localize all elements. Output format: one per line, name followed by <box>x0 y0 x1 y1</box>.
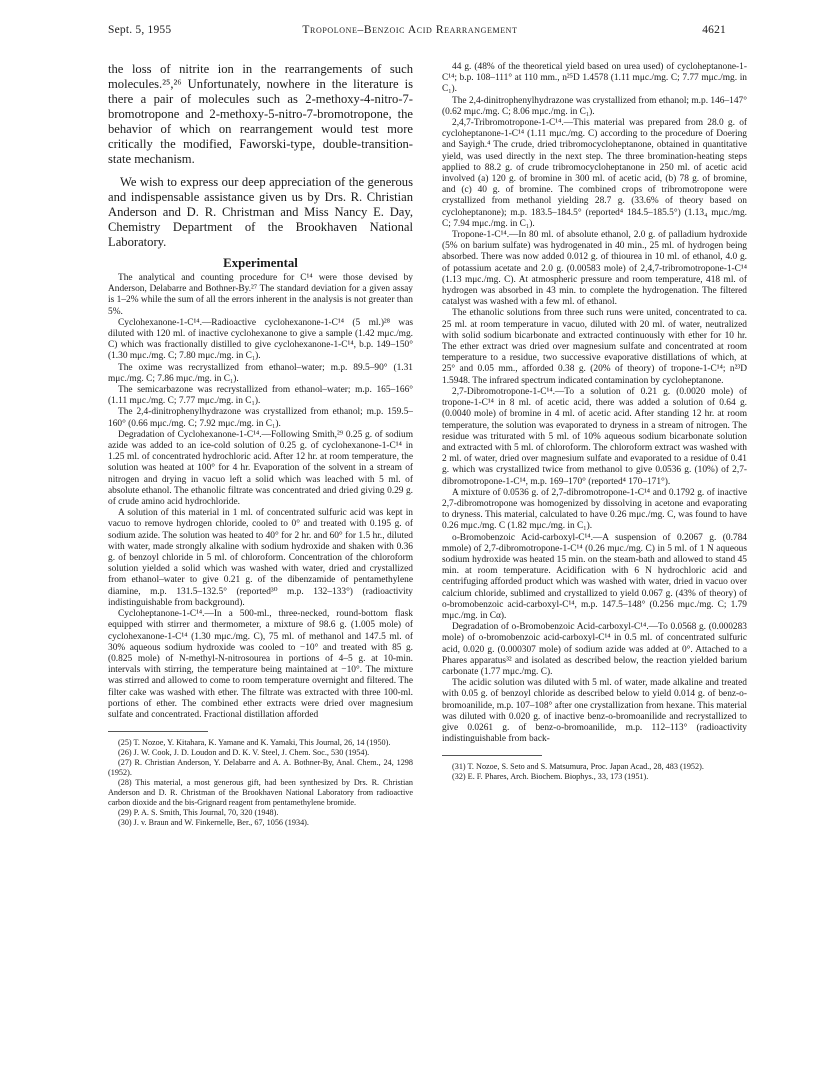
experimental-paragraph: 2,7-Dibromotropone-1-C¹⁴.—To a solution of 0.21 g. (0.0020 mole) of tropone-1-C¹⁴ in 8 ml. of acetic acid, there was added a solution of 0.64 g. (0.0040 mole) of bromine in 4 ml. of acetic acid. After standing 12 hr. at room temperature, the solution was evaporated to dryness in a stream of nitrogen. The residue was triturated with 5 ml. of 10% aqueous sodium bicarbonate solution and extracted with 5 ml. of chloroform. The chloroform extract was washed with 2 ml. of water, dried over magnesium sulfate and evaporated to a residue of 0.41 g. which was crystallized twice from methanol to give 0.0536 g. (10%) of 2,7-dibromotropone-1-C¹⁴, m.p. 169–170° (reported⁴ 170–171°). <box>442 386 747 487</box>
experimental-paragraph: A mixture of 0.0536 g. of 2,7-dibromotropone-1-C¹⁴ and 0.1792 g. of inactive 2,7-dibromotropone was homogenized by dissolving in acetone and evaporating to dryness. This material, calculated to have 0.26 mμc./mg. C, was found to have 0.26 mμc./mg. C (1.82 mμc./mg. in C₁). <box>442 487 747 532</box>
footnote: (27) R. Christian Anderson, Y. Delabarre and A. A. Bothner-By, Anal. Chem., 24, 1298 (1952). <box>108 758 413 778</box>
experimental-paragraph: Tropone-1-C¹⁴.—In 80 ml. of absolute ethanol, 2.0 g. of palladium hydroxide (5% on barium sulfate) was hydrogenated in 40 min., 25 ml. of hydrogen being absorbed. There was now added 0.012 g. of thiourea in 10 ml. of ethanol, 4.0 g. of potassium acetate and 2.0 g. (0.00583 mole) of 2,4,7-tribromotropone-1-C¹⁴ (1.13 mμc./mg. C). At atmospheric pressure and room temperature, 418 ml. of hydrogen was absorbed in 43 min. to complete the hydrogenation. The filtered catalyst was washed with a few ml. of ethanol. <box>442 230 747 308</box>
paragraph: the loss of nitrite ion in the rearrangements of such molecules.²⁵,²⁶ Unfortunately, nowhere in the literature is there a pair of molecules such as 2-methoxy-4-nitro-7-bromotropone and 2-methoxy-5-nitro-7-bromotropone, the behavior of which on rearrangement would test more critically the modified, Faworski-type, double-transition-state mechanism. <box>108 62 413 166</box>
experimental-paragraph: The semicarbazone was recrystallized from ethanol–water; m.p. 165–166° (1.11 mμc./mg. C; 7.77 mμc./mg. in C₁). <box>108 385 413 407</box>
experimental-paragraph: The ethanolic solutions from three such runs were united, concentrated to ca. 25 ml. at room temperature in vacuo, diluted with 20 ml. of water, neutralized with solid sodium bicarbonate and extracted continuously with ether for 10 hr. The ether extract was dried over magnesium sulfate and concentrated at room temperature to a residue, two successive evaporative distillations of which, at 25° and 0.05 mm., afforded 0.38 g. (20% of theory) of tropone-1-C¹⁴; n²³D 1.5948. The infrared spectrum indicated contamination by cycloheptanone. <box>442 308 747 386</box>
experimental-paragraph: The 2,4-dinitrophenylhydrazone was crystallized from ethanol; m.p. 146–147° (0.62 mμc./mg. C; 8.06 mμc./mg. in C₁). <box>442 95 747 117</box>
footnote: (30) J. v. Braun and W. Finkernelle, Ber., 67, 1056 (1934). <box>118 818 309 828</box>
left-column <box>108 62 413 828</box>
footnote: (29) P. A. S. Smith, This Journal, 70, 320 (1948). <box>118 808 279 818</box>
footnote: (28) This material, a most generous gift, had been synthesized by Drs. R. Christian Anderson and D. R. Christman of the Brookhaven National Laboratory from radioactive carbon dioxide and the bis-Grignard reagent from pentamethylene bromide. <box>108 778 413 808</box>
running-header-title: Tropolone–Benzoic Acid Rearrangement <box>302 24 518 36</box>
experimental-paragraph: o-Bromobenzoic Acid-carboxyl-C¹⁴.—A suspension of 0.2067 g. (0.784 mmole) of 2,7-dibromotropone-1-C¹⁴ (0.26 mμc./mg. C) in 5 ml. of 1 N aqueous sodium hydroxide was heated 15 min. on the steam-bath and allowed to stand 45 min. at room temperature. Acidification with 6 N hydrochloric acid and centrifuging afforded product which was washed with water, dried in vacuo over calcium chloride, sublimed and crystallized to yield 0.067 g. (43% of theory) of o-bromobenzoic acid-carboxyl-C¹⁴, m.p. 147.5–148° (0.256 mμc./mg. C; 1.79 mμc./mg. in Cα). <box>442 532 747 621</box>
right-column <box>442 62 747 782</box>
page-number: 4621 <box>702 24 726 36</box>
section-heading-experimental: Experimental <box>223 256 298 270</box>
experimental-paragraph: Cycloheptanone-1-C¹⁴.—In a 500-ml., three-necked, round-bottom flask equipped with stirrer and thermometer, a mixture of 98.6 g. (1.005 mole) of cyclohexanone-1-C¹⁴ (1.30 mμc./mg. C), 75 ml. of methanol and 147.5 ml. of 30% aqueous sodium hydroxide was cooled to −10° and treated with 85 g. (0.825 mole) of N-methyl-N-nitrosourea in portions of 4–5 g. at 10-min. intervals with stirring, the temperature being maintained at −10°. The mixture was stirred and allowed to come to room temperature overnight and filtered. The filter cake was washed with ether. The filtrate was extracted with three 100-ml. portions of ether. The combined ether extracts were dried over magnesium sulfate and concentrated. Fractional distillation afforded <box>108 609 413 720</box>
experimental-paragraph: 2,4,7-Tribromotropone-1-C¹⁴.—This material was prepared from 28.0 g. of cycloheptanone-1-C¹⁴ (1.11 mμc./mg. C) according to the procedure of Doering and Sayigh.⁴ The crude, dried tribromocycloheptanone, obtained in quantitative yield, was used directly in the next step. The three bromination-heating steps applied to 88.2 g. of crude tribromocycloheptanone in 250 ml. of acetic acid involved (a) 120 g. of bromine in 300 ml. of acetic acid, (b) 78 g. of bromine, and (c) 40 g. of bromine. The combined crops of tribromotropone were crystallized from methanol yielding 28.7 g. (33.6% of theory based on cycloheptanone); m.p. 183.5–184.5° (reported⁴ 184.5–185.5°) (1.13₄ mμc./mg. C; 7.94 mμc./mg. in C₁). <box>442 118 747 229</box>
experimental-paragraph: 44 g. (48% of the theoretical yield based on urea used) of cycloheptanone-1-C¹⁴; b.p. 108–111° at 110 mm., n²⁵D 1.4578 (1.11 mμc./mg. C; 7.77 mμc./mg. in C₁). <box>442 62 747 95</box>
experimental-paragraph: Degradation of o-Bromobenzoic Acid-carboxyl-C¹⁴.—To 0.0568 g. (0.000283 mole) of o-bromobenzoic acid-carboxyl-C¹⁴ in 0.5 ml. of concentrated sulfuric acid, 0.020 g. (0.000307 mole) of sodium azide was added at 0°. Attached to a Phares apparatus³² and isolated as described below, the reaction yielded barium carbonate (1.77 mμc./mg. C). <box>442 622 747 677</box>
running-header-date: Sept. 5, 1955 <box>108 24 172 36</box>
experimental-paragraph: Degradation of Cyclohexanone-1-C¹⁴.—Following Smith,²⁹ 0.25 g. of sodium azide was added to an ice-cold solution of 0.25 g. of cyclohexanone-1-C¹⁴ in 1.25 ml. of concentrated hydrochloric acid. After 12 hr. at room temperature, the solution was heated at 100° for 4 hr. Evaporation of the solvent in a stream of nitrogen and drying in vacuo left a solid which was leached with 5 ml. of absolute ethanol. The ethanolic filtrate was concentrated and dried giving 0.29 g. of crude amino acid hydrochloride. <box>108 429 413 508</box>
experimental-paragraph: The analytical and counting procedure for C¹⁴ were those devised by Anderson, Delabarre and Bothner-By.²⁷ The standard deviation for a given assay is 1–2% while the sum of all the errors inherent in the analysis is not greater than 5%. <box>108 273 413 317</box>
footnote: (25) T. Nozoe, Y. Kitahara, K. Yamane and K. Yamaki, This Journal, 26, 14 (1950). <box>118 738 391 748</box>
footnote-divider <box>108 731 208 732</box>
footnote: (32) E. F. Phares, Arch. Biochem. Biophys., 33, 173 (1951). <box>452 772 649 782</box>
experimental-paragraph: The oxime was recrystallized from ethanol–water; m.p. 89.5–90° (1.31 mμc./mg. C; 7.86 mμc./mg. in C₁). <box>108 362 413 384</box>
acknowledgment-paragraph: We wish to express our deep appreciation of the generous and indispensable assistance given us by Drs. R. Christian Anderson and D. R. Christman and Miss Nancy E. Day, Chemistry Department of the Brookhaven National Laboratory. <box>108 175 413 249</box>
experimental-paragraph: The 2,4-dinitrophenylhydrazone was crystallized from ethanol; m.p. 159.5–160° (0.66 mμc./mg. C; 7.92 mμc./mg. in C₁). <box>108 407 413 429</box>
experimental-paragraph: The acidic solution was diluted with 5 ml. of water, made alkaline and treated with 0.05 g. of benzoyl chloride as described below to yield 0.014 g. of benz-o-bromoanilide, m.p. 107–108° after one crystallization from hexane. This material was diluted with 0.020 g. of inactive benz-o-bromoanilide and recrystallized to give 0.0261 g. of benz-o-bromoanilide, m.p. 112–113° (radioactivity indistinguishable from back- <box>442 678 747 745</box>
experimental-paragraph: Cyclohexanone-1-C¹⁴.—Radioactive cyclohexanone-1-C¹⁴ (5 ml.)²⁸ was diluted with 120 ml. of inactive cyclohexanone to give a sample (1.42 mμc./mg. C) which was fractionally distilled to give cyclohexanone-1-C¹⁴, b.p. 149–150° (1.30 mμc./mg. C; 7.80 mμc./mg. in C₁). <box>108 317 413 362</box>
footnote-divider <box>442 755 542 756</box>
footnote: (26) J. W. Cook, J. D. Loudon and D. K. V. Steel, J. Chem. Soc., 530 (1954). <box>118 748 370 758</box>
experimental-paragraph: A solution of this material in 1 ml. of concentrated sulfuric acid was kept in vacuo to remove hydrogen chloride, cooled to 0° and treated with 0.195 g. of sodium azide. The solution was heated to 40° for 2 hr. and 60° for 1.5 hr., diluted with water, made strongly alkaline with sodium hydroxide and shaken with 0.36 g. of benzoyl chloride in 5 ml. of chloroform. Concentration of the chloroform solution yielded a solid which was washed with water, dried and crystallized from ethanol–water to give 0.21 g. of the dibenzamide of pentamethylene diamine, m.p. 131.5–132.5° (reported³⁰ m.p. 132–133°) (radioactivity indistinguishable from background). <box>108 508 413 608</box>
footnote: (31) T. Nozoe, S. Seto and S. Matsumura, Proc. Japan Acad., 28, 483 (1952). <box>452 762 704 772</box>
